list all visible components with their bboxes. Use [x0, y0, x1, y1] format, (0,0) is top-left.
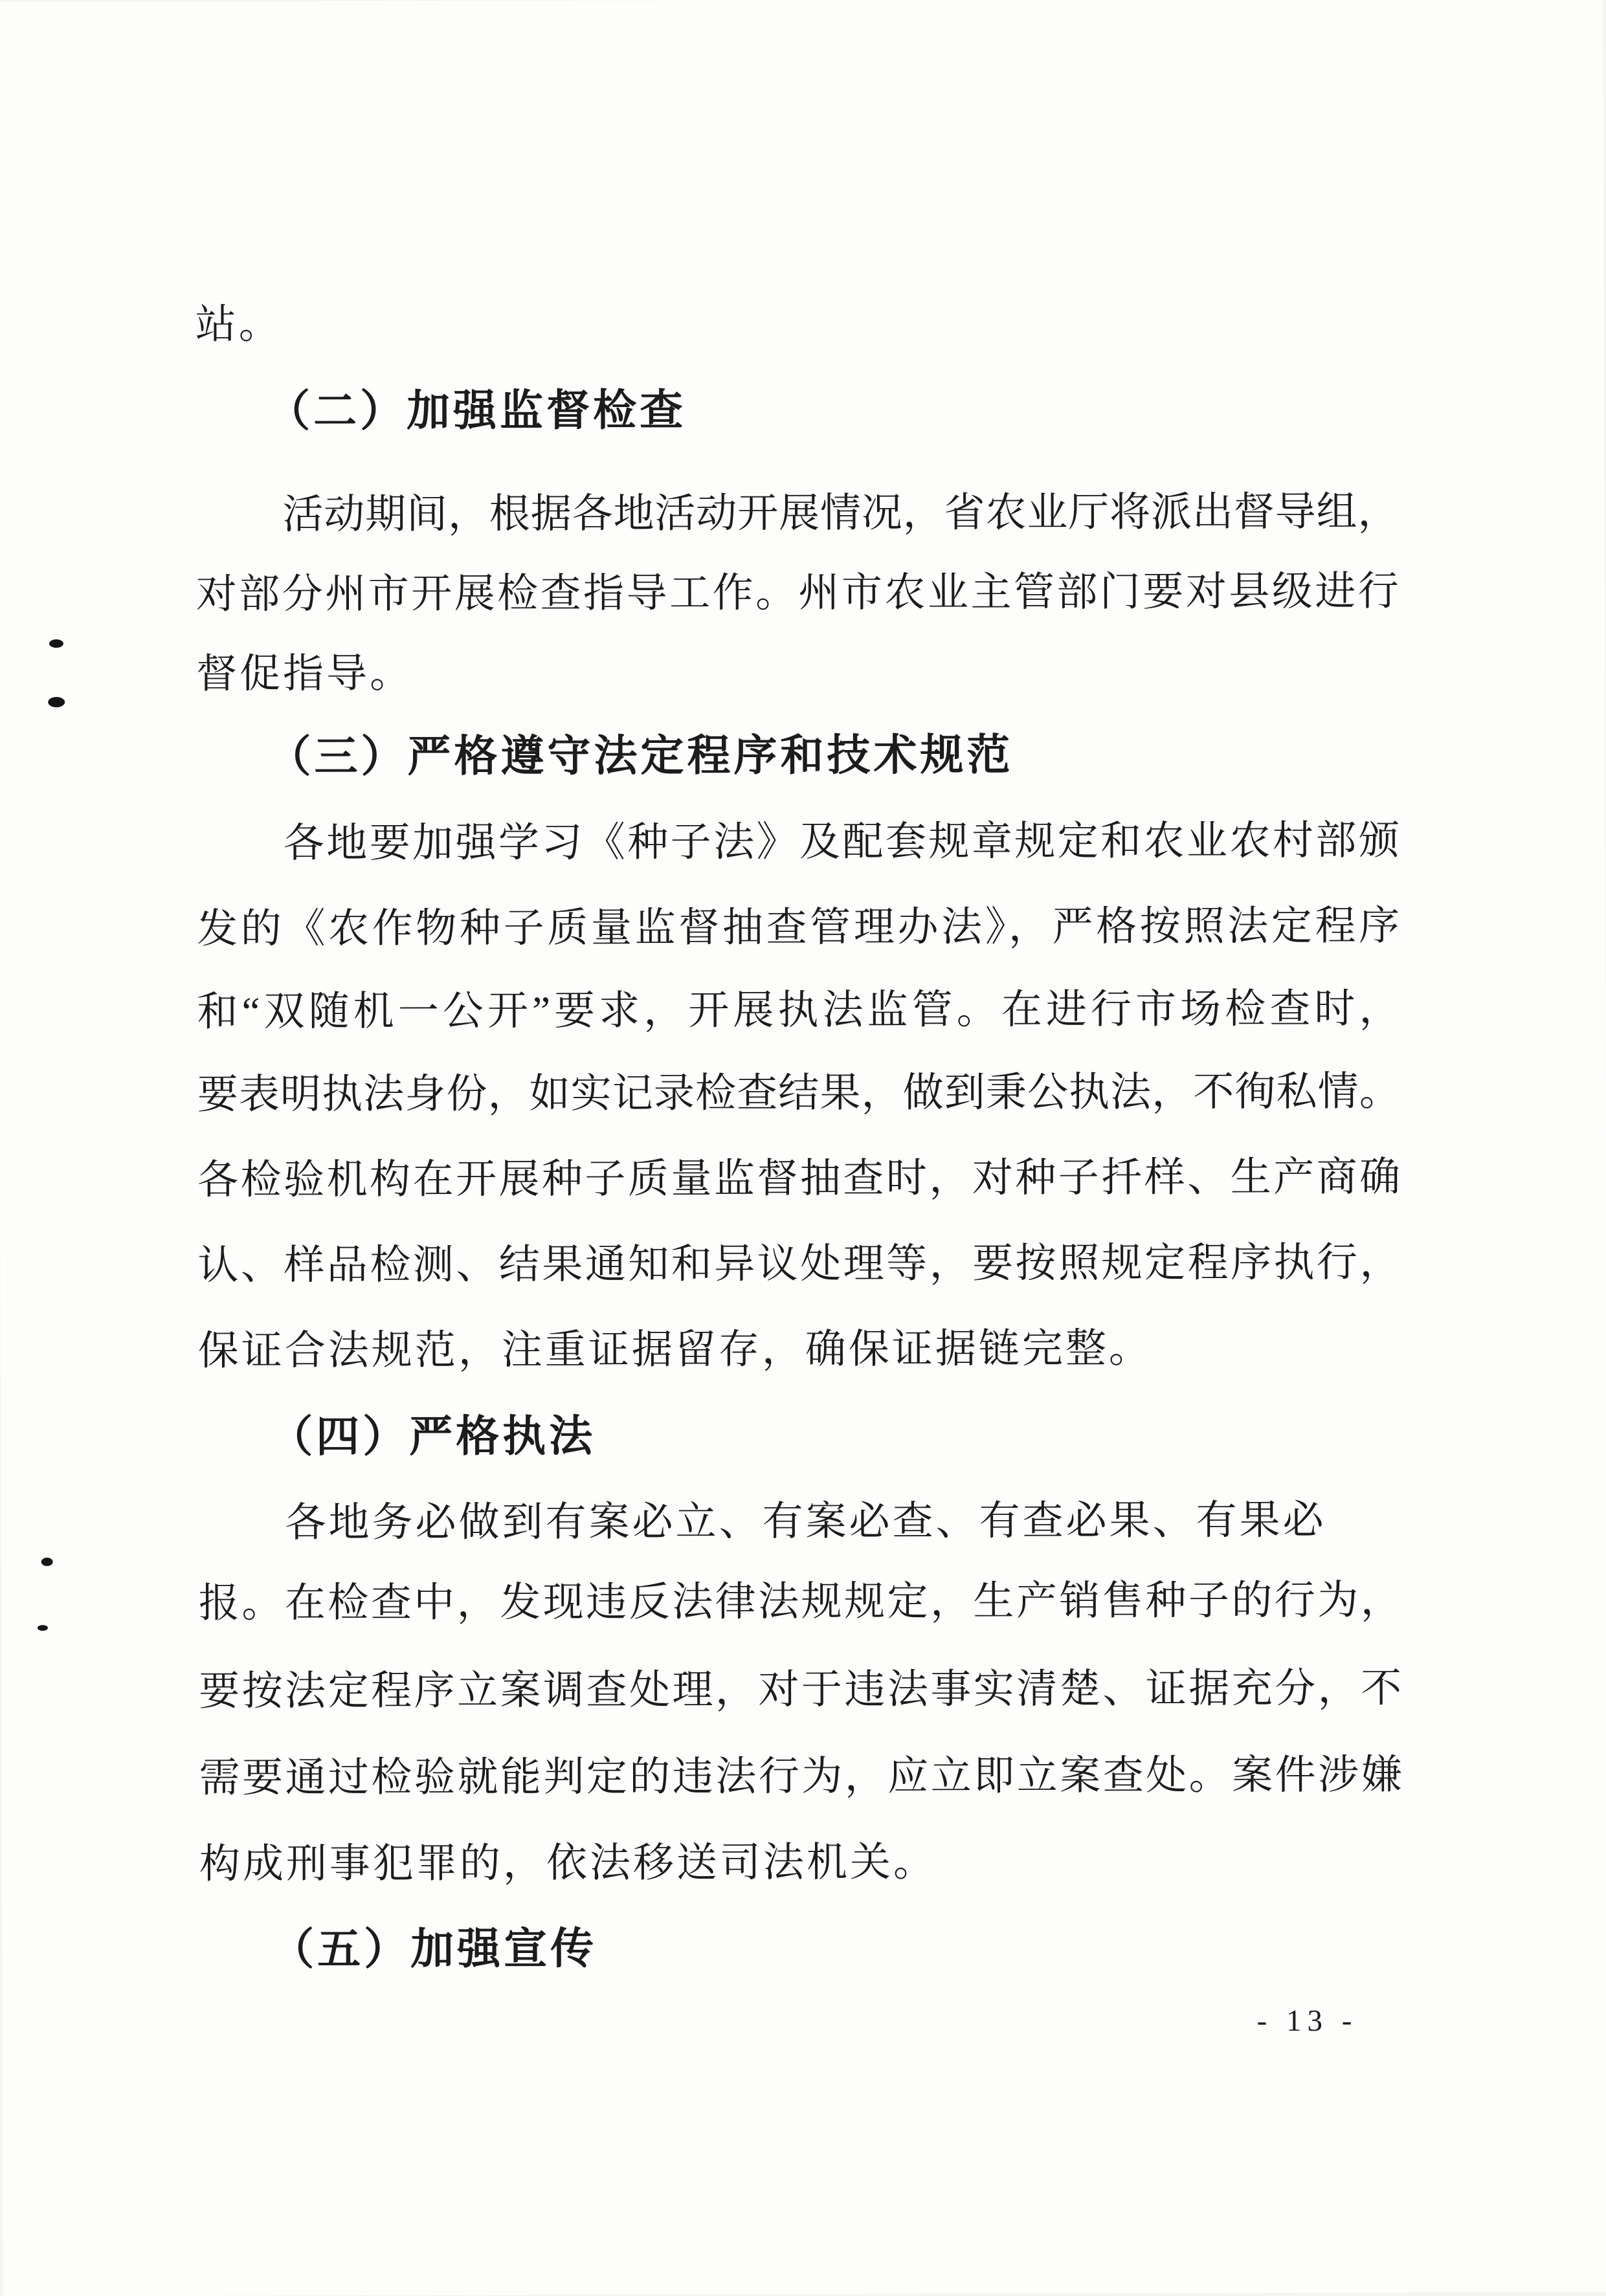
page-number: - 13 -	[1256, 2003, 1358, 2038]
paragraph-line: 报。在检查中，发现违反法律法规规定，生产销售种子的行为，	[198, 1577, 1401, 1626]
section-heading-3: （三）严格遵守法定程序和技术规范	[267, 731, 1014, 782]
section-heading-2: （二）加强监督检查	[266, 386, 687, 436]
paragraph-line: 和“双随机一公开”要求，开展执法监管。在进行市场检查时，	[197, 986, 1400, 1035]
scan-speck	[48, 697, 65, 707]
paragraph-line: 发的《农作物种子质量监督抽查管理办法》，严格按照法定程序	[197, 903, 1400, 952]
paragraph-line: 各地要加强学习《种子法》及配套规章规定和农业农村部颁	[283, 817, 1400, 867]
paragraph-line: 认、样品检测、结果通知和异议处理等，要按照规定程序执行，	[197, 1239, 1401, 1288]
paragraph-line: 对部分州市开展检查指导工作。州市农业主管部门要对县级进行	[195, 568, 1399, 617]
scan-speck	[49, 639, 63, 648]
paragraph-line: 各检验机构在开展种子质量监督抽查时，对种子扦样、生产商确	[197, 1154, 1401, 1203]
paragraph-line: 各地务必做到有案必立、有案必查、有查必果、有果必	[285, 1497, 1326, 1546]
paragraph-line: 需要通过检验就能判定的违法行为，应立即立案查处。案件涉嫌	[199, 1752, 1402, 1801]
paragraph-line: 督促指导。	[195, 650, 414, 697]
section-heading-4: （四）严格执法	[269, 1412, 596, 1462]
paragraph-line: 要按法定程序立案调查处理，对于违法事实清楚、证据充分，不	[199, 1665, 1402, 1714]
continuation-line: 站。	[195, 302, 282, 348]
scan-speck	[38, 1625, 48, 1631]
paragraph-line: 活动期间，根据各地活动开展情况，省农业厅将派出督导组，	[282, 489, 1399, 538]
paragraph-line: 要表明执法身份，如实记录检查结果，做到秉公执法，不徇私情。	[197, 1068, 1400, 1118]
paragraph-line: 保证合法规范，注重证据留存，确保证据链完整。	[197, 1325, 1152, 1374]
scan-speck	[41, 1558, 53, 1566]
section-heading-5: （五）加强宣传	[271, 1925, 597, 1974]
paragraph-line: 构成刑事犯罪的，依法移送司法机关。	[199, 1839, 937, 1887]
